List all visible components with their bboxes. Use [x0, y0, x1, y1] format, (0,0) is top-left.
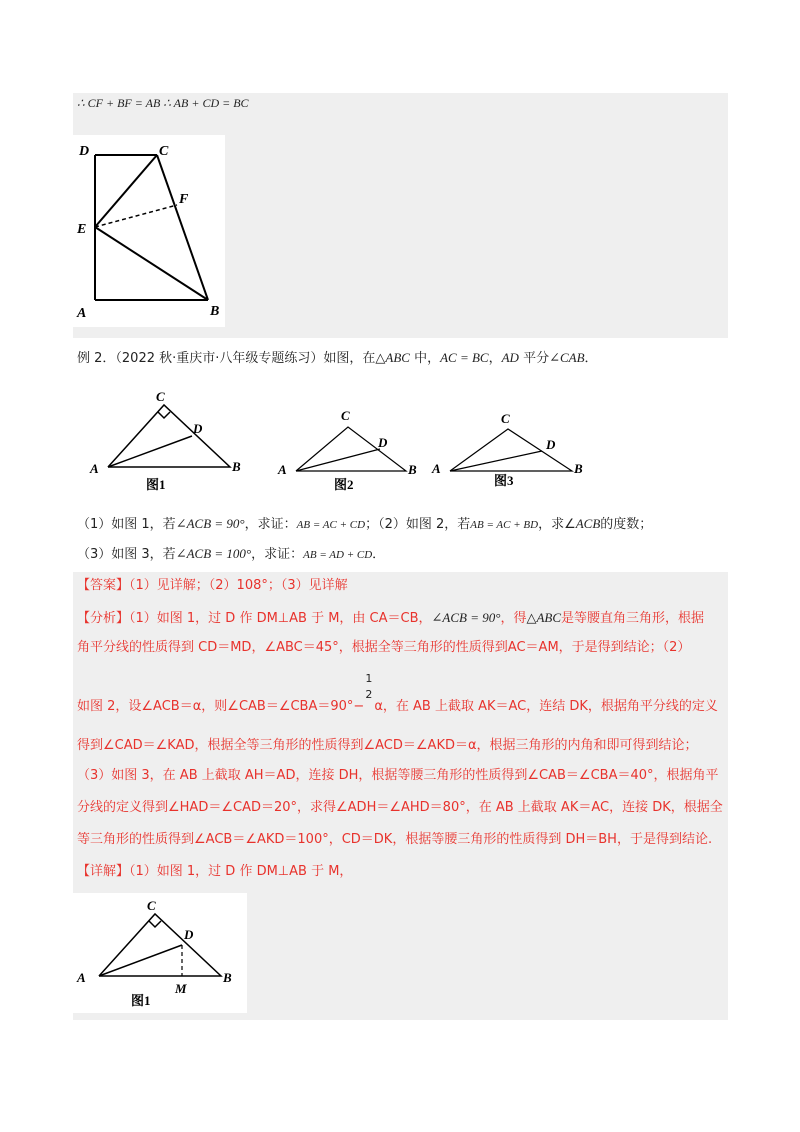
analysis-line-1: 【分析】（1）如图 1，过 D 作 DM⊥AB 于 M，由 CA＝CB，∠ACB = 90°，得△ABC是等腰直角三角形，根据	[77, 610, 705, 626]
analysis-line-6: 分线的定义得到∠HAD＝∠CAD＝20°，求得∠ADH＝∠AHD＝80°，在 AB 上截取 AK＝AC，连接 DK，根据全	[77, 800, 723, 815]
fig2-label-D: D	[378, 435, 388, 450]
label-E: E	[77, 222, 87, 237]
fig2-label-C: C	[341, 408, 350, 423]
fig2-label-B: B	[408, 462, 417, 477]
figure-row	[80, 383, 600, 493]
fig1-label-B: B	[232, 459, 241, 474]
conclusion-line: ∴ CF + BF = AB ∴ AB + CD = BC	[77, 96, 249, 110]
figure-trapezoid	[73, 135, 225, 327]
analysis-line-2: 角平分线的性质得到 CD＝MD，∠ABC＝45°，根据全等三角形的性质得到AC＝AM，于是得到结论；（2）	[77, 640, 691, 655]
question-3: （3）如图 3，若∠ACB = 100°，求证：AB = AD + CD．	[77, 546, 386, 562]
analysis-line-5: （3）如图 3，在 AB 上截取 AH＝AD，连接 DH，根据等腰三角形的性质得到∠CAB＝∠CBA＝40°，根据角平	[77, 768, 719, 783]
detail-line: 【详解】（1）如图 1，过 D 作 DM⊥AB 于 M，	[77, 864, 353, 879]
fig3-label-C: C	[501, 411, 510, 426]
fig3-label-D: D	[546, 437, 556, 452]
bottom-label-A: A	[77, 970, 86, 985]
answer-line: 【答案】（1）见详解；（2）108°；（3）见详解	[77, 578, 348, 593]
fig3-label-B: B	[574, 461, 583, 476]
fraction-half: 1 2	[365, 672, 373, 701]
fig3-label-A: A	[432, 461, 441, 476]
bottom-caption: 图1	[131, 993, 151, 1008]
fig1-label-C: C	[156, 389, 165, 404]
example-heading: 例 2．（2022 秋·重庆市·八年级专题练习）如图，在△ABC 中，AC = BC，AD 平分∠CAB．	[77, 350, 598, 366]
fig1-label-A: A	[90, 461, 99, 476]
label-C: C	[159, 144, 169, 159]
fig1-caption: 图1	[146, 477, 166, 492]
bottom-label-B: B	[223, 970, 232, 985]
label-F: F	[179, 192, 189, 207]
figure-bottom	[73, 893, 247, 1013]
label-D: D	[79, 144, 90, 159]
analysis-line-4: 得到∠CAD＝∠KAD，根据全等三角形的性质得到∠ACD＝∠AKD＝α，根据三角形的内角和即可得到结论；	[77, 738, 698, 753]
fig2-caption: 图2	[334, 477, 354, 492]
label-B: B	[210, 304, 220, 319]
question-1-2: （1）如图 1，若∠ACB = 90°，求证：AB = AC + CD；（2）如图 2，若AB = AC + BD，求∠ACB的度数；	[77, 516, 653, 532]
fig2-label-A: A	[278, 462, 287, 477]
fig3-caption: 图3	[494, 473, 514, 488]
bottom-label-M: M	[175, 981, 187, 996]
bottom-label-C: C	[147, 898, 156, 913]
label-A: A	[77, 306, 87, 321]
analysis-line-7: 等三角形的性质得到∠ACB＝∠AKD＝100°，CD＝DK，根据等腰三角形的性质得到 DH＝BH，于是得到结论.	[77, 832, 713, 847]
fig1-label-D: D	[193, 421, 203, 436]
analysis-line-3: 如图 2，设∠ACB＝α，则∠CAB＝∠CBA＝90°− 1 2 α，在 AB 上截取 AK＝AC，连结 DK，根据角平分线的定义	[77, 672, 718, 714]
bottom-label-D: D	[184, 927, 194, 942]
